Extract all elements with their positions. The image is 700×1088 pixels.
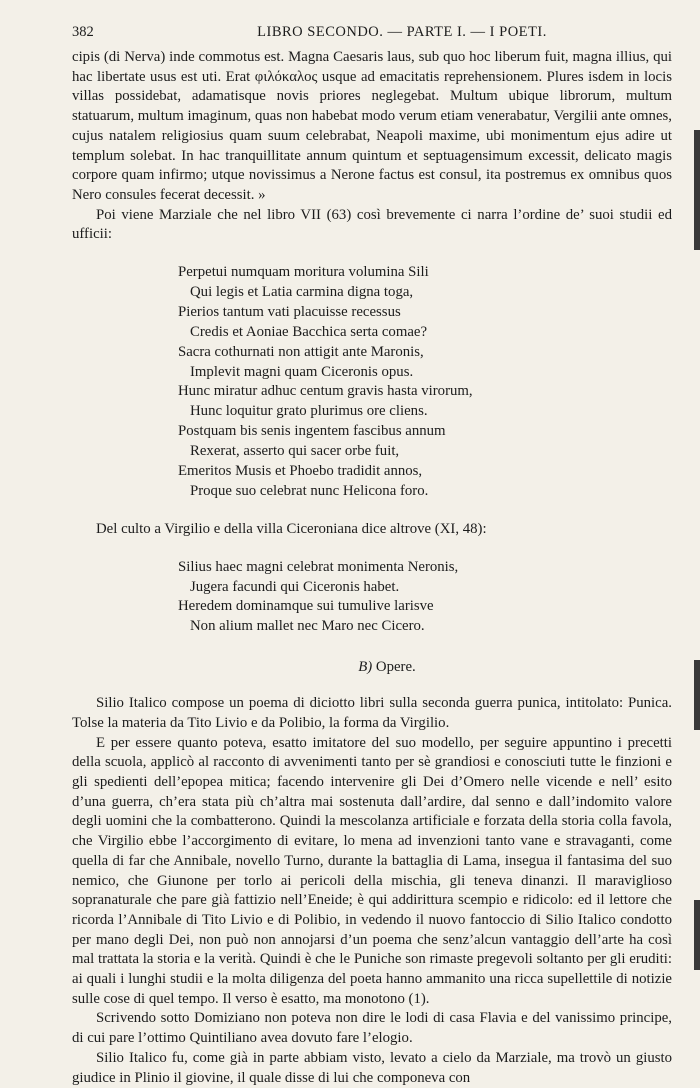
page bbox=[72, 24, 672, 1088]
paragraph: Silio Italico fu, come già in parte abbiam visto, levato a cielo da Marziale, ma trovò un giusto giudice in Plinio il giovine, il quale disse di lui che componeva con bbox=[72, 1049, 672, 1086]
verse-line: Rexerat, asserto qui sacer orbe fuit, bbox=[190, 443, 400, 460]
verse-line: Credis et Aoniae Bacchica serta comae? bbox=[190, 323, 428, 340]
verse-quotation-martial-vii-63 bbox=[178, 263, 672, 502]
page-edge-shadow bbox=[694, 130, 700, 250]
verse-line: Emeritos Musis et Phoebo tradidit annos, bbox=[178, 463, 423, 480]
verse-quotation-martial-xi-48 bbox=[178, 558, 672, 638]
verse-line: Non alium mallet nec Maro nec Cicero. bbox=[190, 618, 425, 635]
page-edge-shadow bbox=[694, 900, 700, 970]
verse-line: Jugera facundi qui Ciceronis habet. bbox=[190, 578, 400, 595]
interlude-block bbox=[72, 520, 672, 540]
paragraph: Scrivendo sotto Domiziano non poteva non dire le lodi di casa Flavia e del vanissimo principe, di cui pare l’ottimo Quintiliano avea dovuto fare l’elogio. bbox=[72, 1010, 672, 1047]
paragraph: Poi viene Marziale che nel libro VII (63) così brevemente ci narra l’ordine de’ suoi studii ed ufficii: bbox=[72, 206, 672, 243]
verse-line: Qui legis et Latia carmina digna toga, bbox=[190, 283, 414, 300]
verse-line: Proque suo celebrat nunc Helicona foro. bbox=[190, 483, 429, 499]
verse-line: Hunc loquitur grato plurimus ore cliens. bbox=[190, 403, 428, 420]
section-heading bbox=[72, 659, 672, 676]
verse-line: Sacra cothurnati non attigit ante Maronis, bbox=[178, 343, 424, 360]
verse-line: Perpetui numquam moritura volumina Sili bbox=[178, 264, 429, 281]
verse-line: Silius haec magni celebrat monimenta Neronis, bbox=[178, 558, 459, 575]
running-title: LIBRO SECONDO. — PARTE I. — I POETI. bbox=[257, 24, 547, 40]
opere-body bbox=[72, 694, 672, 1088]
section-letter: B) bbox=[358, 659, 373, 676]
page-edge-shadow bbox=[694, 660, 700, 730]
running-header bbox=[72, 24, 672, 44]
verse-line: Postquam bis senis ingentem fascibus annum bbox=[178, 423, 446, 440]
paragraph: Del culto a Virgilio e della villa Ciceroniana dice altrove (XI, 48): bbox=[96, 520, 487, 537]
paragraph: Silio Italico compose un poema di diciotto libri sulla seconda guerra punica, intitolato: Punica. Tolse la materia da Tito Livio e da Polibio, la forma da Virgilio. bbox=[72, 695, 672, 731]
paragraph: E per essere quanto poteva, esatto imitatore del suo modello, per seguire appuntino i precetti della scuola, applicò al racconto di avvenimenti tanto per sè grandiosi e conosciuti tutte le finzioni e gli spedienti dell’epopea mitica; facendo intervenire gli Dei d’Omero nelle vicende e nell’ esito d’una guerra, ch’era stata più ch’altra mai sostenuta dall’ardire, dal senno e dall’indomito valore degli uomini che la combatterono. Quindi la mescolanza artificiale e forzata della storia colla favola, che Virgilio ebbe l’accorgimento di evitare, lo mena ad invenzioni tanto vane e stravaganti, come quella di far che Annibale, novello Turno, durante la battaglia di Lama, insegua il fantasima del suo nemico, che Giunone per torlo ai pericoli della mischia, gli teneva dinanzi. Il maraviglioso sopranaturale che pare già fattizio nell’Eneide; è qui addirittura scempio e ridicolo: ed il lettore che ricorda l’Annibale di Tito Livio e di Polibio, in vedendo il nuovo fantoccio di Silio Italico condotto per mano degli Dei, non può non annojarsi d’un poema che senz’alcun vantaggio dell’arte ha così mal trattata la storia e la verità. Quindi è che le Puniche son rimaste pregevoli soltanto per gli eruditi: ai quali i lunghi studii e la molta diligenza del poeta hanno ammanito una ricca supellettile di notizie sulle cose di quel tempo. Il verso è esatto, ma monotono (1). bbox=[72, 734, 672, 1007]
verse-line: Heredem dominamque sui tumulive larisve bbox=[178, 598, 434, 615]
latin-quotation-block bbox=[72, 48, 672, 245]
page-number: 382 bbox=[72, 24, 94, 40]
verse-line: Hunc miratur adhuc centum gravis hasta virorum, bbox=[178, 383, 473, 400]
paragraph: cipis (di Nerva) inde commotus est. Magna Caesaris laus, sub quo hoc liberum fuit, magna illius, qui hac libertate usus est uti. Erat φιλόκαλος usque ad emacitatis reprehensionem. Plures isdem in locis villas possidebat, adamatisque novis priores neglegebat. Multum ubique librorum, multum statuarum, multum imaginum, quas non habebat modo verum etiam venerabatur, Vergilii ante omnes, cujus natalem religiosius quam suum celebrabat, Neapoli maxime, ubi monimentum ejus adire ut templum solebat. In hac tranquillitate annum quintum et septuagensimum excessit, delicato magis corpore quam infirmo; utque novissimus a Nerone factus est consul, ita postremus ex omnibus quos Nero consules fecerat decessit. » bbox=[72, 49, 672, 203]
verse-line: Pierios tantum vati placuisse recessus bbox=[178, 303, 401, 320]
verse-line: Implevit magni quam Ciceronis opus. bbox=[190, 363, 414, 380]
section-title-text: Opere. bbox=[375, 659, 416, 676]
